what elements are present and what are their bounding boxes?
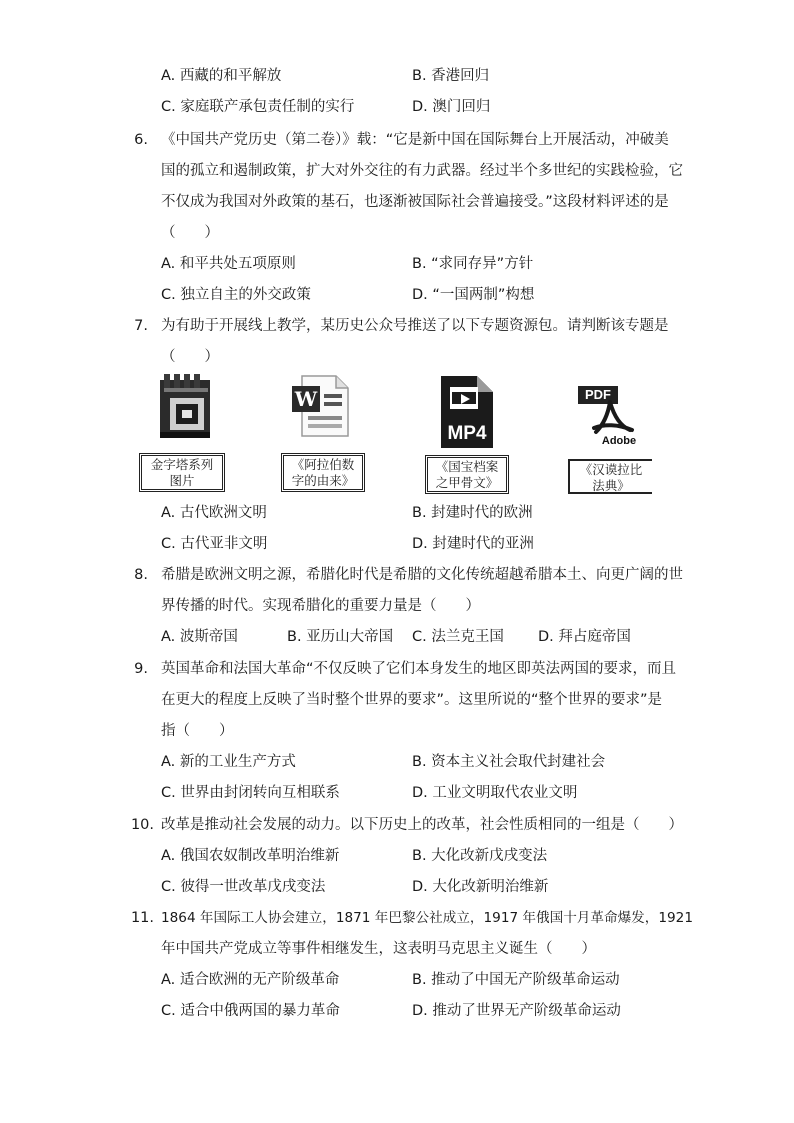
option-d[interactable]: D. “一国两制”构想 [412, 287, 535, 303]
question-text-line: 指（ ） [161, 723, 234, 739]
answer-blank: （ ） [161, 225, 219, 241]
question-text-line: 不仅成为我国对外政策的基石，也逐渐被国际社会普遍接受。”这段材料评述的是 [161, 194, 669, 210]
pdf-label: PDF [585, 387, 611, 402]
caption-line: 图片 [169, 473, 195, 488]
option-a[interactable]: A. 俄国农奴制改革明治维新 [161, 848, 340, 864]
option-b[interactable]: B. “求同存异”方针 [412, 256, 534, 272]
caption-line: 法典》 [592, 478, 630, 493]
word-document-icon [288, 372, 356, 440]
caption-line: 之甲骨文》 [435, 475, 499, 490]
question-number: 8. [134, 567, 148, 583]
option-b[interactable]: B. 香港回归 [412, 68, 490, 84]
question-text-line: 英国革命和法国大革命“不仅反映了它们本身发生的地区即英法两国的要求，而且 [161, 661, 677, 677]
question-text-line: 在更大的程度上反映了当时整个世界的要求”。这里所说的“整个世界的要求”是 [161, 692, 663, 708]
question-number: 11. [130, 910, 154, 926]
caption-line: 《国宝档案 [435, 459, 499, 474]
caption-line: 《汉谟拉比 [579, 462, 643, 477]
option-c[interactable]: C. 世界由封闭转向互相联系 [161, 785, 340, 801]
option-a[interactable]: A. 和平共处五项原则 [161, 256, 296, 272]
option-a[interactable]: A. 波斯帝国 [161, 629, 238, 645]
option-b[interactable]: B. 推动了中国无产阶级革命运动 [412, 972, 620, 988]
option-a[interactable]: A. 适合欧洲的无产阶级革命 [161, 972, 340, 988]
question-number: 7. [134, 318, 148, 334]
option-c[interactable]: C. 适合中俄两国的暴力革命 [161, 1003, 340, 1019]
question-number: 6. [134, 132, 148, 148]
option-a[interactable]: A. 西藏的和平解放 [161, 68, 282, 84]
question-text-line: 国的孤立和遏制政策，扩大对外交往的有力武器。经过半个多世纪的实践检验，它 [161, 163, 683, 179]
answer-blank: （ ） [161, 349, 219, 365]
question-number: 10. [130, 817, 154, 833]
question-text-line: 为有助于开展线上教学，某历史公众号推送了以下专题资源包。请判断该专题是 [161, 318, 669, 334]
pdf-icon [574, 384, 646, 450]
option-c[interactable]: C. 古代亚非文明 [161, 536, 268, 552]
mp4-label: MP4 [447, 423, 487, 444]
resource-caption [139, 453, 225, 492]
adobe-label: Adobe [601, 435, 637, 447]
option-c[interactable]: C. 彼得一世改革戊戌变法 [161, 879, 326, 895]
mp4-video-icon [439, 374, 495, 450]
caption-line: 金字塔系列 [150, 457, 214, 472]
question-text-line: 《中国共产党历史（第二卷）》载：“它是新中国在国际舞台上开展活动，冲破美 [161, 132, 669, 148]
question-text-line: 希腊是欧洲文明之源，希腊化时代是希腊的文化传统超越希腊本土、向更广阔的世 [161, 567, 683, 583]
option-c[interactable]: C. 法兰克王国 [412, 629, 504, 645]
question-text-line: 年中国共产党成立等事件相继发生，这表明马克思主义诞生（ ） [161, 941, 596, 957]
question-text-line: 1864 年国际工人协会建立，1871 年巴黎公社成立，1917 年俄国十月革命爆发，1921 [161, 910, 693, 926]
option-c[interactable]: C. 独立自主的外交政策 [161, 287, 311, 303]
option-a[interactable]: A. 新的工业生产方式 [161, 754, 296, 770]
archive-icon [156, 372, 216, 442]
caption-line: 《阿拉伯数 [291, 457, 355, 472]
option-d[interactable]: D. 澳门回归 [412, 99, 491, 115]
resource-caption [425, 455, 509, 494]
option-d[interactable]: D. 拜占庭帝国 [538, 629, 631, 645]
option-b[interactable]: B. 大化改新戊戌变法 [412, 848, 548, 864]
resource-caption [281, 453, 365, 492]
svg-text:W: W [294, 387, 318, 411]
option-d[interactable]: D. 工业文明取代农业文明 [412, 785, 578, 801]
option-d[interactable]: D. 推动了世界无产阶级革命运动 [412, 1003, 621, 1019]
option-b[interactable]: B. 封建时代的欧洲 [412, 505, 533, 521]
question-number: 9. [134, 661, 148, 677]
question-text-line: 改革是推动社会发展的动力。以下历史上的改革，社会性质相同的一组是（ ） [161, 817, 683, 833]
option-b[interactable]: B. 资本主义社会取代封建社会 [412, 754, 606, 770]
option-c[interactable]: C. 家庭联产承包责任制的实行 [161, 99, 355, 115]
caption-line: 字的由来》 [291, 473, 355, 488]
question-text-line: 界传播的时代。实现希腊化的重要力量是（ ） [161, 598, 480, 614]
option-d[interactable]: D. 大化改新明治维新 [412, 879, 549, 895]
option-a[interactable]: A. 古代欧洲文明 [161, 505, 267, 521]
resource-caption [568, 459, 652, 494]
option-b[interactable]: B. 亚历山大帝国 [287, 629, 394, 645]
option-d[interactable]: D. 封建时代的亚洲 [412, 536, 534, 552]
